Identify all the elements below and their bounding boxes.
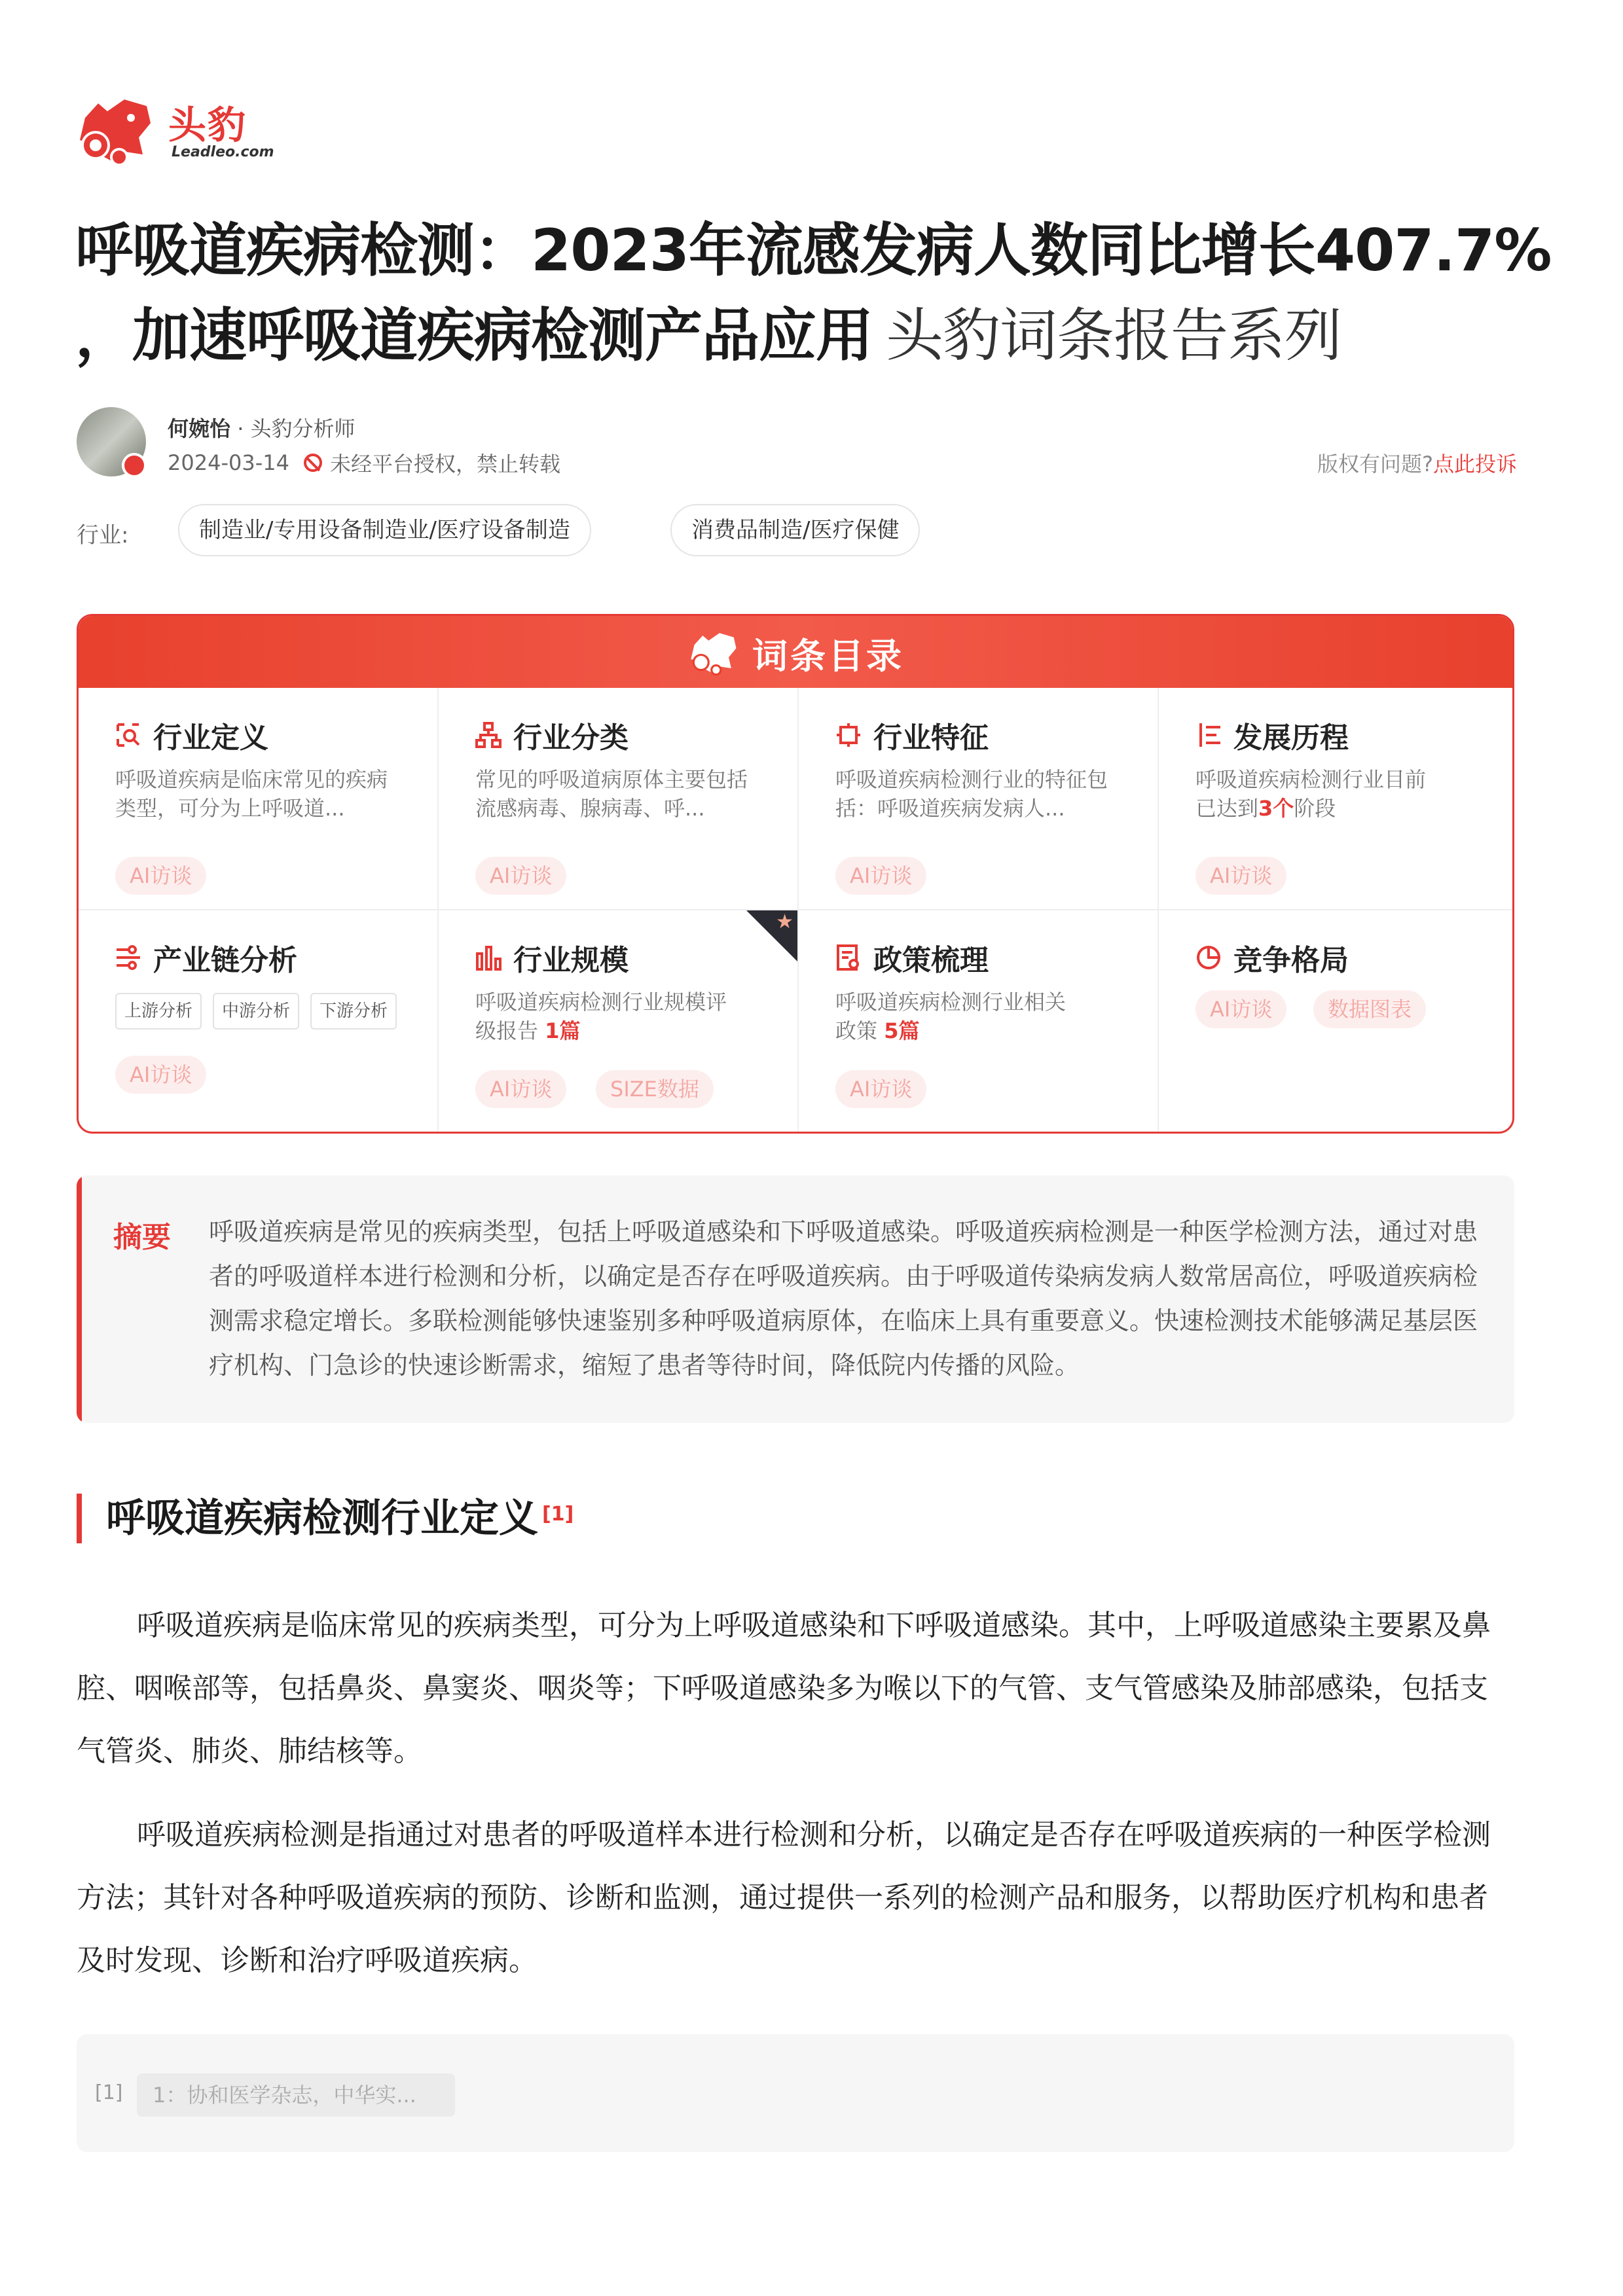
cell-desc-text: 呼吸道疾病检测行业相关政策 <box>835 990 1067 1043</box>
section-title <box>106 1494 574 1543</box>
upstream-tag[interactable]: 上游分析 <box>115 993 202 1030</box>
reference-number: [1] <box>95 2081 123 2104</box>
cell-desc: 呼吸道疾病是临床常见的疾病类型，可分为上呼吸道... <box>115 767 388 821</box>
toc-cell-classification[interactable] <box>439 688 799 910</box>
meta-line <box>168 448 560 478</box>
page-title <box>75 208 1620 378</box>
downstream-tag[interactable]: 下游分析 <box>310 993 397 1030</box>
toc-title: 词条目录 <box>752 635 904 677</box>
cell-desc-text: 呼吸道疾病检测行业规模评级报告 <box>475 990 727 1043</box>
paragraph: 呼吸道疾病是临床常见的疾病类型，可分为上呼吸道感染和下呼吸道感染。其中，上呼吸道感染主要累及鼻腔、咽喉部等，包括鼻炎、鼻窦炎、咽炎等；下呼吸道感染多为喉以下的气管、支气管感染及肺部感染，包括支气管炎、肺炎、肺结核等。 <box>77 1609 1491 1768</box>
ai-interview-pill[interactable]: AI访谈 <box>115 857 206 895</box>
summary-accent-bar <box>77 1175 82 1423</box>
brand-logo[interactable] <box>73 85 274 170</box>
copyright-notice: 未经平台授权，禁止转载 <box>329 452 560 476</box>
industry-label: 行业: <box>77 522 129 548</box>
bar-chart-icon <box>475 944 501 971</box>
toc-cell-competition[interactable] <box>1159 910 1514 1134</box>
brand-name: 头豹 <box>168 103 247 147</box>
cell-desc <box>1195 765 1431 823</box>
pie-chart-icon <box>1195 944 1222 971</box>
leopard-logo-icon <box>687 628 739 679</box>
rights-line <box>1317 448 1517 478</box>
summary-text: 呼吸道疾病是常见的疾病类型，包括上呼吸道感染和下呼吸道感染。呼吸道疾病检测是一种医学检测方法，通过对患者的呼吸道样本进行检测和分析，以确定是否存在呼吸道疾病。由于呼吸道传染病发病人数常居高位，呼吸道疾病检测需求稳定增长。多联检测能够快速鉴别多种呼吸道病原体，在临床上具有重要意义。快速检测技术能够满足基层医疗机构、门急诊的快速诊断需求，缩短了患者等待时间，降低院内传播的风险。 <box>209 1217 1478 1380</box>
cell-desc: 常见的呼吸道病原体主要包括流感病毒、腺病毒、呼... <box>475 767 748 821</box>
cell-title: 产业链分析 <box>153 944 297 977</box>
timeline-icon <box>1195 722 1222 748</box>
ai-interview-pill[interactable]: AI访谈 <box>1195 990 1286 1028</box>
publish-date: 2024-03-14 <box>168 450 289 475</box>
verified-badge-icon <box>122 453 147 478</box>
rights-question: 版权有问题? <box>1317 452 1433 476</box>
author-name[interactable]: 何婉怡 <box>168 416 231 441</box>
cell-title: 发展历程 <box>1233 721 1349 755</box>
title-line-1: 呼吸道疾病检测：2023年流感发病人数同比增长407.7% <box>75 217 1552 284</box>
paragraph: 呼吸道疾病检测是指通过对患者的呼吸道样本进行检测和分析，以确定是否存在呼吸道疾病的一种医学检测方法；其针对各种呼吸道疾病的预防、诊断和监测，通过提供一系列的检测产品和服务，以帮助医疗机构和患者及时发现、诊断和治疗呼吸道疾病。 <box>77 1818 1491 1977</box>
reference-chip[interactable]: 1：协和医学杂志，中华实... <box>137 2073 455 2117</box>
ai-interview-pill[interactable]: AI访谈 <box>475 1070 566 1108</box>
title-series: 头豹词条报告系列 <box>886 302 1342 369</box>
author-line <box>168 412 356 442</box>
cell-title: 政策梳理 <box>873 944 989 977</box>
cell-title: 行业分类 <box>513 721 629 755</box>
summary-label: 摘要 <box>113 1221 171 1254</box>
size-data-pill[interactable]: SIZE数据 <box>596 1070 714 1108</box>
brand-site: Leadleo.com <box>172 144 274 160</box>
policy-doc-icon <box>835 944 862 971</box>
ai-interview-pill[interactable]: AI访谈 <box>1195 857 1286 895</box>
toc-cell-policy[interactable] <box>799 910 1159 1134</box>
industry-tag[interactable]: 制造业/专用设备制造业/医疗设备制造 <box>178 504 591 556</box>
toc-card <box>77 614 1514 1134</box>
report-link[interactable]: 点此投诉 <box>1432 452 1517 476</box>
ban-icon <box>304 454 322 472</box>
feature-icon <box>835 722 862 748</box>
ai-interview-pill[interactable]: AI访谈 <box>835 1070 926 1108</box>
midstream-tag[interactable]: 中游分析 <box>213 993 299 1030</box>
section-title-text: 呼吸道疾病检测行业定义 <box>106 1496 538 1541</box>
cell-desc <box>835 988 1071 1045</box>
industry-tag[interactable]: 消费品制造/医疗保健 <box>670 504 920 556</box>
cell-title: 行业特征 <box>873 721 989 755</box>
chain-icon <box>115 944 141 971</box>
reference-box <box>77 2034 1514 2152</box>
cell-desc-highlight: 5篇 <box>884 1018 920 1043</box>
leopard-logo-icon <box>73 92 155 170</box>
ai-interview-pill[interactable]: AI访谈 <box>475 857 566 895</box>
toc-cell-scale[interactable] <box>439 910 799 1134</box>
author-role: · 头豹分析师 <box>237 416 356 441</box>
cell-title: 竞争格局 <box>1233 944 1349 977</box>
ai-interview-pill[interactable]: AI访谈 <box>835 857 926 895</box>
toc-cell-history[interactable] <box>1159 688 1514 910</box>
title-line-2 <box>75 293 1620 378</box>
title-line-2-main: ，加速呼吸道疾病检测产品应用 <box>75 302 873 369</box>
cell-desc-text: 阶段 <box>1294 796 1336 821</box>
star-icon: ★ <box>776 910 793 933</box>
toc-cell-definition[interactable] <box>79 688 439 910</box>
search-doc-icon <box>115 722 141 748</box>
cell-title: 行业规模 <box>513 944 629 977</box>
ai-interview-pill[interactable]: AI访谈 <box>115 1056 206 1094</box>
section-accent-bar <box>77 1494 82 1543</box>
toc-header <box>79 616 1512 688</box>
hierarchy-icon <box>475 722 501 748</box>
cell-desc-highlight: 1篇 <box>545 1018 581 1043</box>
cell-desc-text: 呼吸道疾病检测行业目前已达到 <box>1195 767 1427 821</box>
summary-box <box>77 1175 1514 1423</box>
cell-title: 行业定义 <box>153 721 268 755</box>
toc-cell-features[interactable] <box>799 688 1159 910</box>
cell-desc <box>475 988 737 1045</box>
data-chart-pill[interactable]: 数据图表 <box>1313 990 1426 1028</box>
cell-desc-highlight: 3个 <box>1258 796 1294 821</box>
toc-cell-chain[interactable] <box>79 910 439 1134</box>
cell-desc: 呼吸道疾病检测行业的特征包括：呼吸道疾病发病人... <box>835 767 1108 821</box>
section-ref[interactable]: [1] <box>542 1503 574 1526</box>
